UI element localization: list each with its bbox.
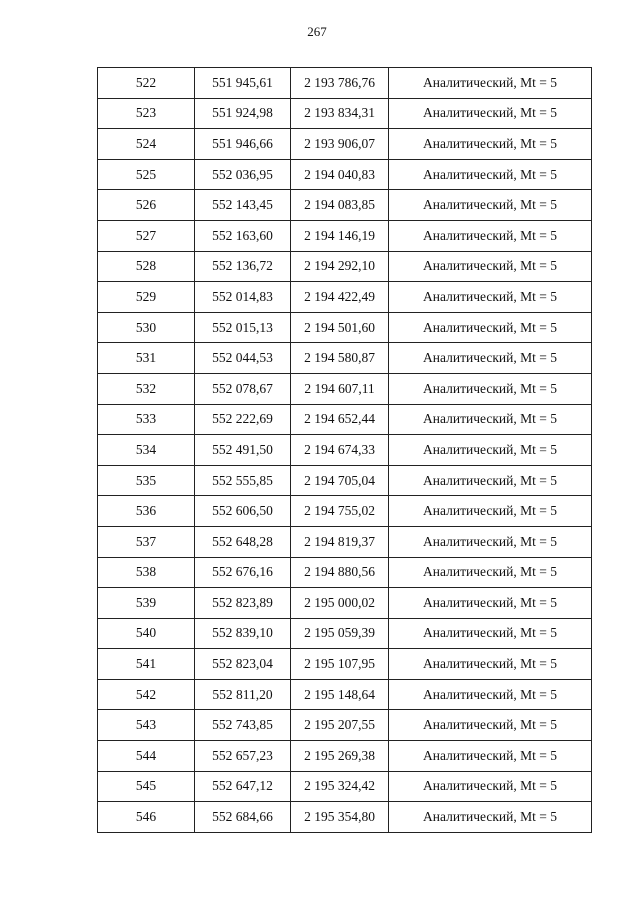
coordinates-table (97, 67, 592, 833)
point-number-cell: 541 (98, 649, 195, 680)
y-coordinate-cell: 2 194 292,10 (291, 251, 389, 282)
x-coordinate-cell: 552 606,50 (195, 496, 291, 527)
table-row (98, 312, 592, 343)
method-cell: Аналитический, Mt = 5 (389, 649, 592, 680)
table-row (98, 679, 592, 710)
point-number-cell: 544 (98, 741, 195, 772)
y-coordinate-cell: 2 194 705,04 (291, 465, 389, 496)
y-coordinate-cell: 2 194 674,33 (291, 435, 389, 466)
method-cell: Аналитический, Mt = 5 (389, 282, 592, 313)
method-cell: Аналитический, Mt = 5 (389, 679, 592, 710)
point-number-cell: 533 (98, 404, 195, 435)
y-coordinate-cell: 2 195 000,02 (291, 588, 389, 619)
y-coordinate-cell: 2 194 083,85 (291, 190, 389, 221)
x-coordinate-cell: 552 044,53 (195, 343, 291, 374)
table-row (98, 496, 592, 527)
method-cell: Аналитический, Mt = 5 (389, 129, 592, 160)
table-row (98, 435, 592, 466)
method-cell: Аналитический, Mt = 5 (389, 190, 592, 221)
x-coordinate-cell: 552 811,20 (195, 679, 291, 710)
table-row (98, 343, 592, 374)
x-coordinate-cell: 552 823,04 (195, 649, 291, 680)
y-coordinate-cell: 2 194 146,19 (291, 220, 389, 251)
x-coordinate-cell: 552 491,50 (195, 435, 291, 466)
table-row (98, 771, 592, 802)
method-cell: Аналитический, Mt = 5 (389, 588, 592, 619)
x-coordinate-cell: 552 823,89 (195, 588, 291, 619)
point-number-cell: 530 (98, 312, 195, 343)
page-number: 267 (307, 24, 327, 39)
point-number-cell: 543 (98, 710, 195, 741)
point-number-cell: 525 (98, 159, 195, 190)
table-row (98, 129, 592, 160)
table-row (98, 710, 592, 741)
coordinates-table-body (98, 68, 592, 833)
x-coordinate-cell: 552 143,45 (195, 190, 291, 221)
method-cell: Аналитический, Mt = 5 (389, 373, 592, 404)
method-cell: Аналитический, Mt = 5 (389, 771, 592, 802)
x-coordinate-cell: 552 163,60 (195, 220, 291, 251)
table-row (98, 190, 592, 221)
point-number-cell: 535 (98, 465, 195, 496)
point-number-cell: 540 (98, 618, 195, 649)
y-coordinate-cell: 2 194 040,83 (291, 159, 389, 190)
point-number-cell: 524 (98, 129, 195, 160)
table-row (98, 618, 592, 649)
x-coordinate-cell: 551 945,61 (195, 68, 291, 99)
table-row (98, 557, 592, 588)
y-coordinate-cell: 2 193 834,31 (291, 98, 389, 129)
method-cell: Аналитический, Mt = 5 (389, 526, 592, 557)
table-row (98, 741, 592, 772)
y-coordinate-cell: 2 194 580,87 (291, 343, 389, 374)
method-cell: Аналитический, Mt = 5 (389, 710, 592, 741)
x-coordinate-cell: 552 036,95 (195, 159, 291, 190)
y-coordinate-cell: 2 194 607,11 (291, 373, 389, 404)
x-coordinate-cell: 552 222,69 (195, 404, 291, 435)
y-coordinate-cell: 2 194 652,44 (291, 404, 389, 435)
y-coordinate-cell: 2 195 107,95 (291, 649, 389, 680)
table-row (98, 465, 592, 496)
method-cell: Аналитический, Mt = 5 (389, 435, 592, 466)
method-cell: Аналитический, Mt = 5 (389, 68, 592, 99)
method-cell: Аналитический, Mt = 5 (389, 343, 592, 374)
x-coordinate-cell: 551 946,66 (195, 129, 291, 160)
y-coordinate-cell: 2 194 422,49 (291, 282, 389, 313)
x-coordinate-cell: 551 924,98 (195, 98, 291, 129)
table-row (98, 159, 592, 190)
y-coordinate-cell: 2 195 354,80 (291, 802, 389, 833)
table-row (98, 404, 592, 435)
y-coordinate-cell: 2 194 501,60 (291, 312, 389, 343)
table-row (98, 526, 592, 557)
x-coordinate-cell: 552 015,13 (195, 312, 291, 343)
point-number-cell: 537 (98, 526, 195, 557)
method-cell: Аналитический, Mt = 5 (389, 312, 592, 343)
x-coordinate-cell: 552 648,28 (195, 526, 291, 557)
point-number-cell: 532 (98, 373, 195, 404)
point-number-cell: 545 (98, 771, 195, 802)
table-row (98, 68, 592, 99)
x-coordinate-cell: 552 839,10 (195, 618, 291, 649)
point-number-cell: 539 (98, 588, 195, 619)
point-number-cell: 528 (98, 251, 195, 282)
table-row (98, 588, 592, 619)
point-number-cell: 526 (98, 190, 195, 221)
method-cell: Аналитический, Mt = 5 (389, 618, 592, 649)
y-coordinate-cell: 2 195 059,39 (291, 618, 389, 649)
method-cell: Аналитический, Mt = 5 (389, 251, 592, 282)
y-coordinate-cell: 2 193 786,76 (291, 68, 389, 99)
y-coordinate-cell: 2 194 819,37 (291, 526, 389, 557)
x-coordinate-cell: 552 684,66 (195, 802, 291, 833)
y-coordinate-cell: 2 194 880,56 (291, 557, 389, 588)
y-coordinate-cell: 2 195 324,42 (291, 771, 389, 802)
table-row (98, 373, 592, 404)
table-row (98, 98, 592, 129)
table-row (98, 802, 592, 833)
point-number-cell: 534 (98, 435, 195, 466)
x-coordinate-cell: 552 136,72 (195, 251, 291, 282)
point-number-cell: 536 (98, 496, 195, 527)
method-cell: Аналитический, Mt = 5 (389, 496, 592, 527)
table-row (98, 220, 592, 251)
method-cell: Аналитический, Mt = 5 (389, 98, 592, 129)
y-coordinate-cell: 2 195 269,38 (291, 741, 389, 772)
method-cell: Аналитический, Mt = 5 (389, 465, 592, 496)
point-number-cell: 538 (98, 557, 195, 588)
point-number-cell: 546 (98, 802, 195, 833)
y-coordinate-cell: 2 195 207,55 (291, 710, 389, 741)
method-cell: Аналитический, Mt = 5 (389, 741, 592, 772)
point-number-cell: 523 (98, 98, 195, 129)
x-coordinate-cell: 552 555,85 (195, 465, 291, 496)
method-cell: Аналитический, Mt = 5 (389, 159, 592, 190)
table-row (98, 282, 592, 313)
x-coordinate-cell: 552 647,12 (195, 771, 291, 802)
x-coordinate-cell: 552 078,67 (195, 373, 291, 404)
point-number-cell: 522 (98, 68, 195, 99)
x-coordinate-cell: 552 657,23 (195, 741, 291, 772)
point-number-cell: 529 (98, 282, 195, 313)
x-coordinate-cell: 552 743,85 (195, 710, 291, 741)
table-row (98, 649, 592, 680)
y-coordinate-cell: 2 193 906,07 (291, 129, 389, 160)
y-coordinate-cell: 2 194 755,02 (291, 496, 389, 527)
method-cell: Аналитический, Mt = 5 (389, 404, 592, 435)
method-cell: Аналитический, Mt = 5 (389, 557, 592, 588)
table-row (98, 251, 592, 282)
point-number-cell: 527 (98, 220, 195, 251)
y-coordinate-cell: 2 195 148,64 (291, 679, 389, 710)
x-coordinate-cell: 552 014,83 (195, 282, 291, 313)
method-cell: Аналитический, Mt = 5 (389, 220, 592, 251)
method-cell: Аналитический, Mt = 5 (389, 802, 592, 833)
x-coordinate-cell: 552 676,16 (195, 557, 291, 588)
point-number-cell: 531 (98, 343, 195, 374)
point-number-cell: 542 (98, 679, 195, 710)
